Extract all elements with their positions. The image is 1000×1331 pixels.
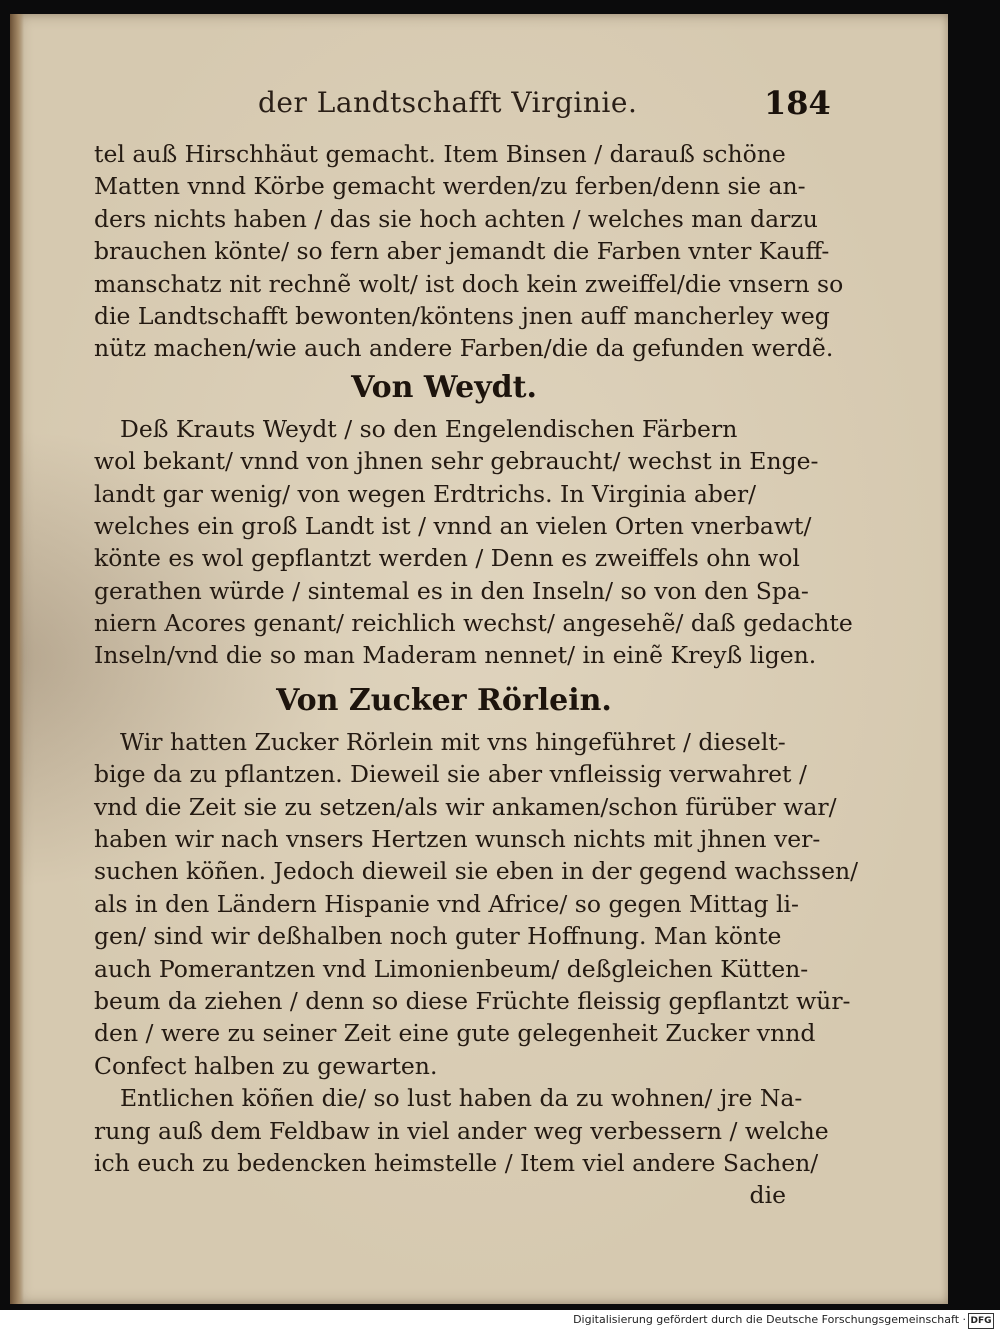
text-line: vnd die Zeit sie zu setzen/als wir ankamen/schon fürüber war/ bbox=[94, 792, 837, 821]
text-line: den / were zu seiner Zeit eine gute gelegenheit Zucker vnnd bbox=[94, 1019, 816, 1048]
paragraph-4 bbox=[94, 1082, 829, 1179]
dfg-credit: Digitalisierung gefördert durch die Deutsche Forschungsgemeinschaft · bbox=[573, 1313, 966, 1326]
text-line: suchen köñen. Jedoch dieweil sie eben in der gegend wachssen/ bbox=[94, 857, 859, 886]
text-line: auch Pomerantzen vnd Limonienbeum/ deßgleichen Kütten- bbox=[94, 954, 809, 983]
running-title: der Landtschafft Virginie. bbox=[258, 86, 638, 119]
text-line: ich euch zu bedencken heimstelle / Item viel andere Sachen/ bbox=[94, 1148, 819, 1177]
text-line: Entlichen köñen die/ so lust haben da zu wohnen/ jre Na- bbox=[120, 1084, 803, 1113]
text-line: rung auß dem Feldbaw in viel ander weg verbessern / welche bbox=[94, 1116, 829, 1145]
text-line: wol bekant/ vnnd von jhnen sehr gebraucht/ wechst in Enge- bbox=[94, 447, 819, 476]
page-gutter bbox=[10, 14, 24, 1304]
text-line: nütz machen/wie auch andere Farben/die da gefunden werdẽ. bbox=[94, 334, 834, 363]
running-head bbox=[10, 86, 948, 130]
text-line: Inseln/vnd die so man Maderam nennet/ in einẽ Kreyß ligen. bbox=[94, 641, 817, 670]
text-line: gen/ sind wir deßhalben noch guter Hoffnung. Man könte bbox=[94, 922, 782, 951]
text-line: haben wir nach vnsers Hertzen wunsch nichts mit jhnen ver- bbox=[94, 825, 821, 854]
text-line: Wir hatten Zucker Rörlein mit vns hingeführet / dieselt- bbox=[120, 727, 786, 756]
text-line: landt gar wenig/ von wegen Erdtrichs. In Virginia aber/ bbox=[94, 479, 757, 508]
text-line: niern Acores genant/ reichlich wechst/ angesehẽ/ daß gedachte bbox=[94, 609, 853, 638]
paragraph-2 bbox=[94, 413, 853, 672]
text-line: brauchen könte/ so fern aber jemandt die Farben vnter Kauff- bbox=[94, 237, 830, 266]
paragraph-1 bbox=[94, 138, 844, 365]
text-line: beum da ziehen / denn so diese Früchte fleissig gepflantzt wür- bbox=[94, 986, 851, 1015]
text-line: ders nichts haben / das sie hoch achten / welches man darzu bbox=[94, 204, 818, 233]
dfg-logo-icon: DFG bbox=[968, 1313, 994, 1329]
text-line: als in den Ländern Hispanie vnd Africe/ so gegen Mittag li- bbox=[94, 889, 799, 918]
text-line: welches ein groß Landt ist / vnnd an vielen Orten vnerbawt/ bbox=[94, 511, 812, 540]
text-line: gerathen würde / sintemal es in den Inseln/ so von den Spa- bbox=[94, 576, 809, 605]
text-line: Confect halben zu gewarten. bbox=[94, 1051, 438, 1080]
book-page bbox=[10, 14, 948, 1304]
page-number: 184 bbox=[764, 84, 831, 122]
text-line: Deß Krauts Weydt / so den Engelendischen Färbern bbox=[120, 414, 738, 443]
text-line: manschatz nit rechnẽ wolt/ ist doch kein zweiffel/die vnsern so bbox=[94, 269, 844, 298]
paragraph-3 bbox=[94, 726, 859, 1082]
text-line: die Landtschafft bewonten/köntens jnen auff mancherley weg bbox=[94, 301, 830, 330]
body-text bbox=[94, 138, 859, 1212]
section-heading-weydt: Von Weydt. bbox=[351, 369, 537, 405]
catchword: die bbox=[749, 1181, 786, 1210]
footer-bar bbox=[0, 1310, 1000, 1331]
text-line: Matten vnnd Körbe gemacht werden/zu ferben/denn sie an- bbox=[94, 172, 806, 201]
text-line: tel auß Hirschhäut gemacht. Item Binsen / darauß schöne bbox=[94, 140, 786, 168]
text-line: könte es wol gepflantzt werden / Denn es zweiffels ohn wol bbox=[94, 544, 800, 573]
text-line: bige da zu pflantzen. Dieweil sie aber vnfleissig verwahret / bbox=[94, 760, 807, 789]
section-heading-zucker: Von Zucker Rörlein. bbox=[276, 682, 612, 718]
